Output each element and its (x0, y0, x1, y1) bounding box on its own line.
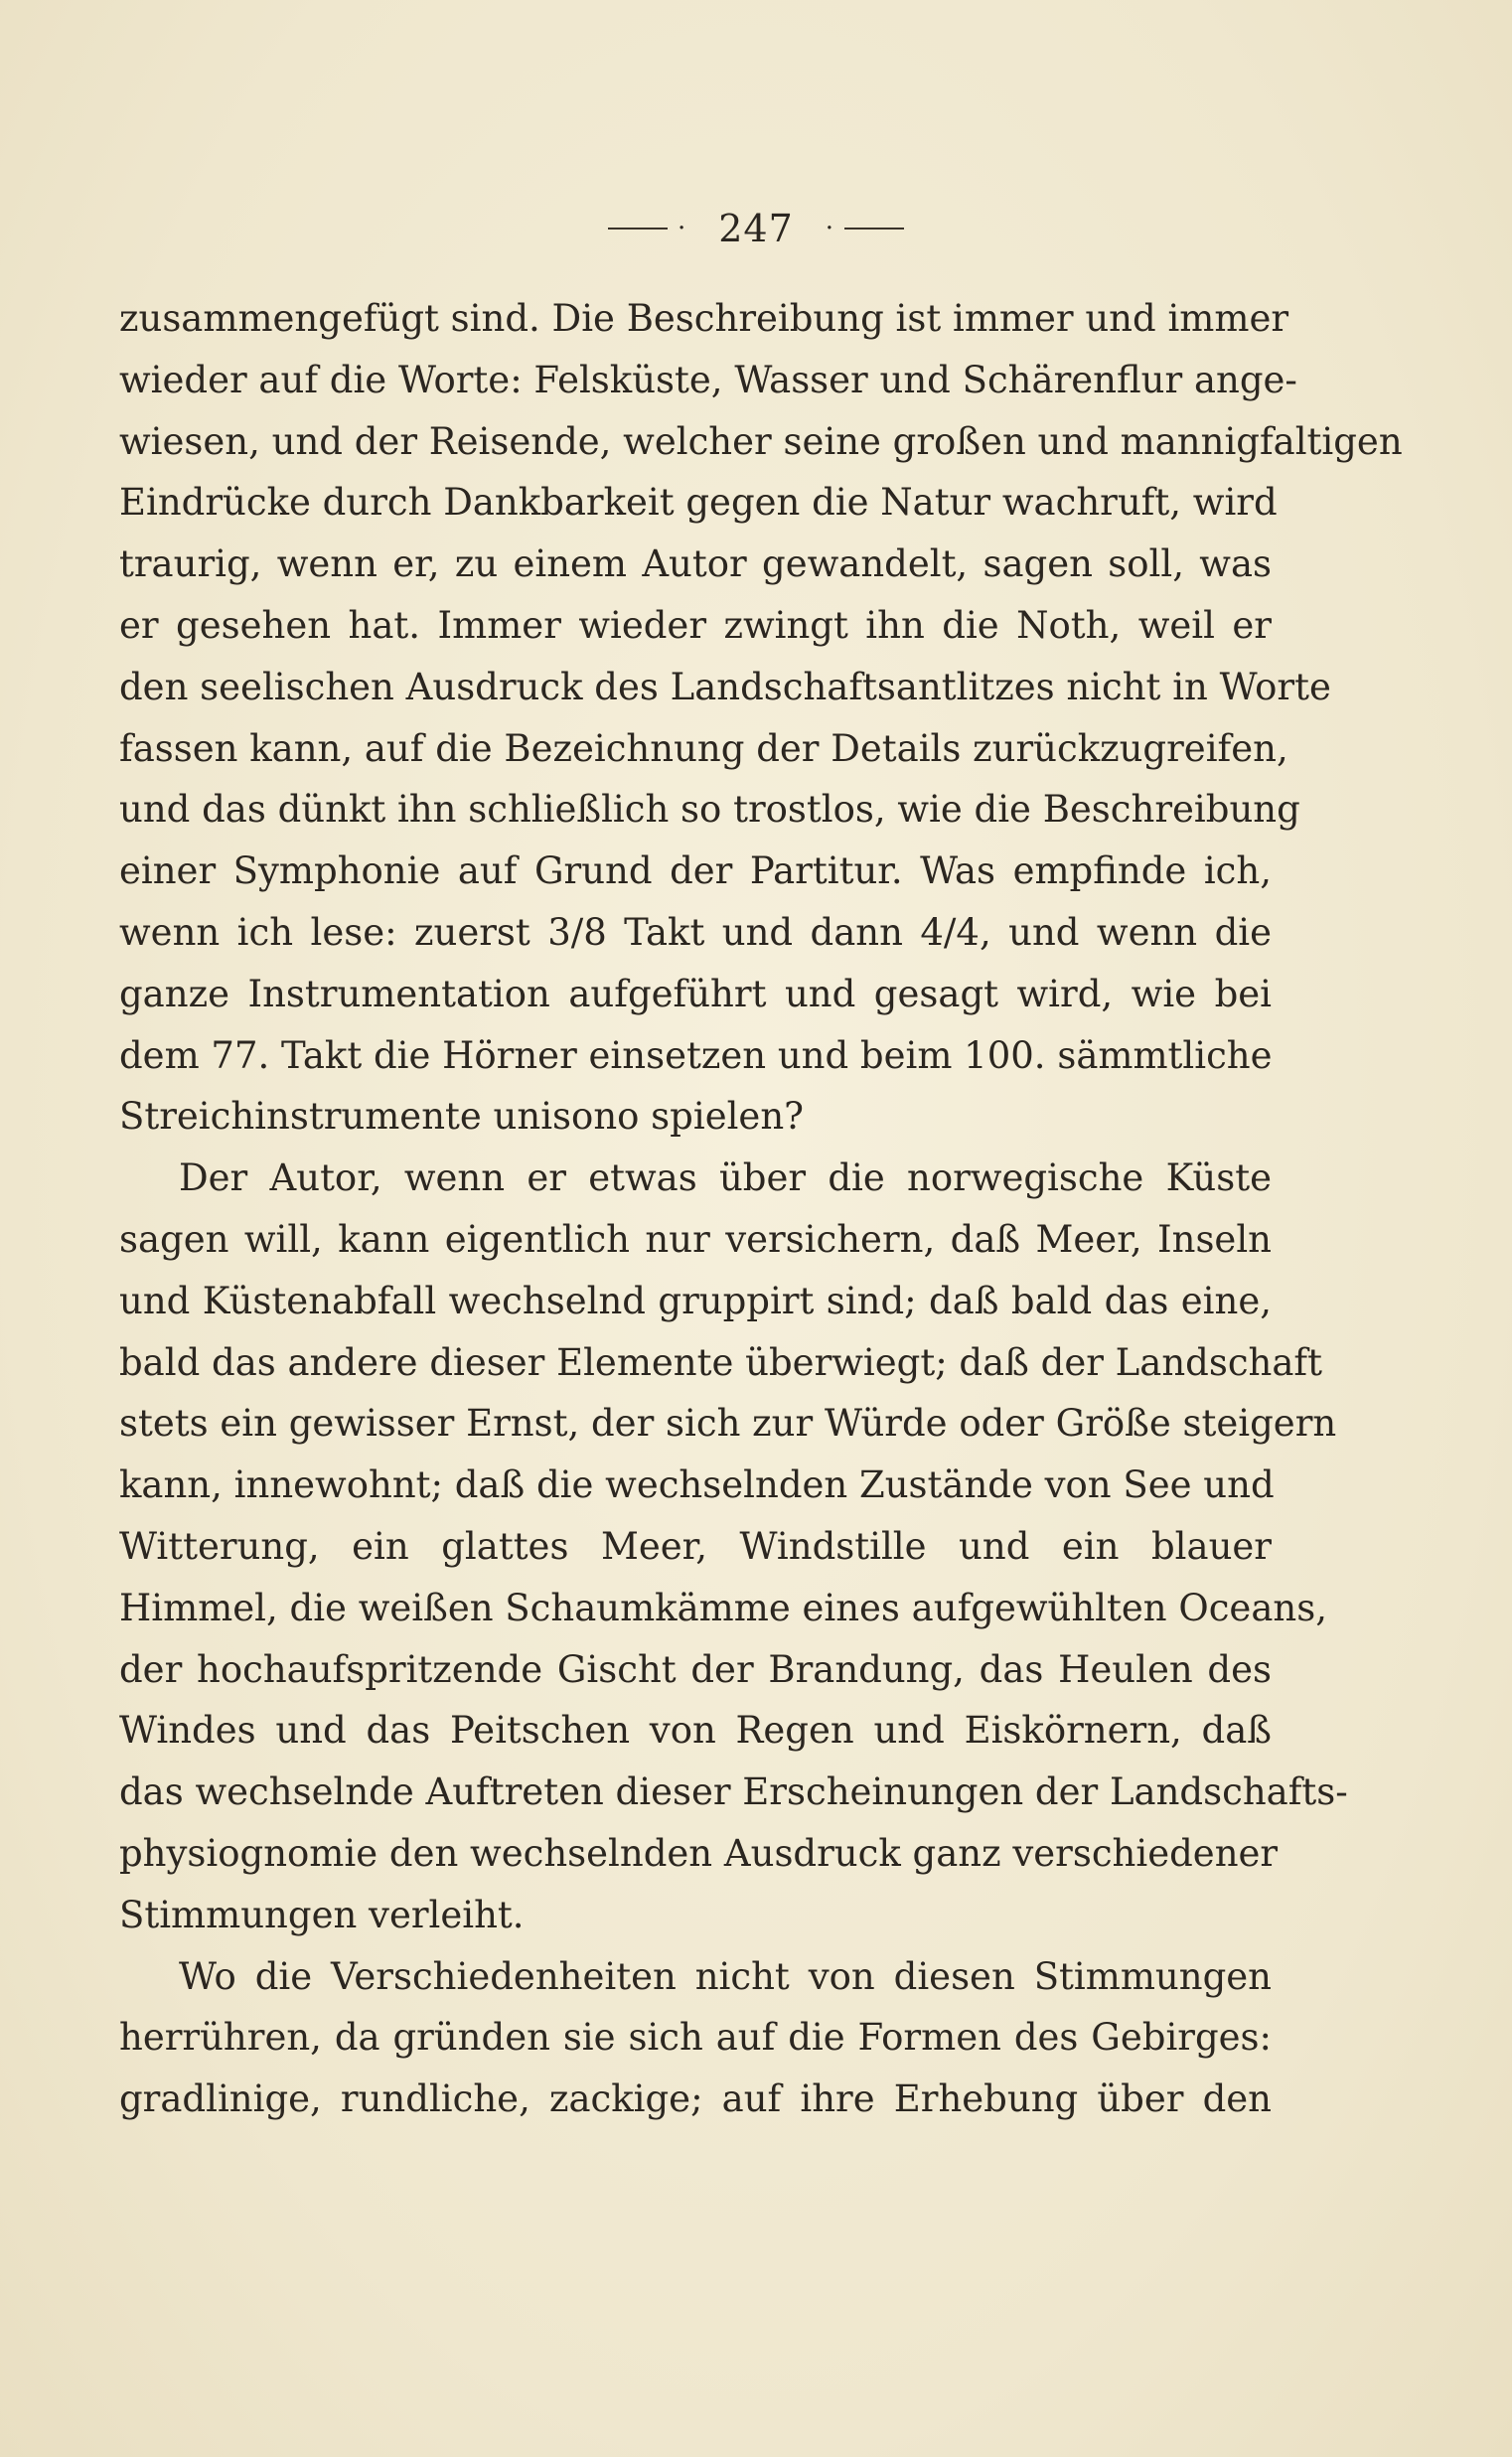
body-text (119, 288, 1403, 2130)
text-line: das wechselnde Auftreten dieser Erscheinungen der Landschafts- (119, 1770, 1348, 1814)
text-line: wenn ich lese: zuerst 3/8 Takt und dann 4/4, und wenn die (119, 910, 1272, 954)
text-line: Eindrücke durch Dankbarkeit gegen die Natur wachruft, wird (119, 481, 1278, 525)
page-number: 247 (718, 207, 794, 250)
text-line: wieder auf die Worte: Felsküste, Wasser und Schärenflur ange- (119, 358, 1297, 401)
text-line: Stimmungen verleiht. (119, 1893, 525, 1936)
text-line: kann, innewohnt; daß die wechselnden Zustände von See und (119, 1463, 1275, 1507)
text-line: traurig, wenn er, zu einem Autor gewandelt, sagen soll, was (119, 542, 1272, 586)
text-line: Streichinstrumente unisono spielen? (119, 1095, 804, 1139)
text-line: wiesen, und der Reisende, welcher seine großen und mannigfaltigen (119, 419, 1403, 463)
text-line: Himmel, die weißen Schaumkämme eines aufgewühlten Oceans, (119, 1586, 1327, 1629)
text-line: einer Symphonie auf Grund der Partitur. Was empfinde ich, (119, 849, 1272, 893)
text-line: fassen kann, auf die Bezeichnung der Details zurückzugreifen, (119, 726, 1288, 770)
text-line: den seelischen Ausdruck des Landschaftsantlitzes nicht in Worte (119, 665, 1331, 708)
text-line: zusammengefügt sind. Die Beschreibung ist immer und immer (119, 297, 1289, 340)
text-line: sagen will, kann eigentlich nur versichern, daß Meer, Inseln (119, 1217, 1272, 1261)
text-line: dem 77. Takt die Hörner einsetzen und beim 100. sämmtliche (119, 1033, 1273, 1077)
page-header (0, 207, 1512, 250)
header-rule-right (844, 228, 904, 230)
text-line: und das dünkt ihn schließlich so trostlos, wie die Beschreibung (119, 788, 1300, 832)
text-line: und Küstenabfall wechselnd gruppirt sind; daß bald das eine, (119, 1279, 1272, 1322)
paragraph-start-line: Wo die Verschiedenheiten nicht von diesen Stimmungen (179, 1954, 1272, 1998)
text-line: gradlinige, rundliche, zackige; auf ihre Erhebung über den (119, 2077, 1272, 2121)
text-line: stets ein gewisser Ernst, der sich zur Würde oder Größe steigern (119, 1402, 1337, 1446)
text-line: er gesehen hat. Immer wieder zwingt ihn die Noth, weil er (119, 603, 1272, 647)
text-line: physiognomie den wechselnden Ausdruck ganz verschiedener (119, 1831, 1279, 1875)
text-line: ganze Instrumentation aufgeführt und gesagt wird, wie bei (119, 972, 1272, 1015)
paragraph-start-line: Der Autor, wenn er etwas über die norwegische Küste (179, 1156, 1272, 1200)
ornament-right-icon: · (825, 214, 835, 243)
ornament-left-icon: · (677, 214, 687, 243)
text-line: bald das andere dieser Elemente überwiegt; daß der Landschaft (119, 1340, 1322, 1384)
text-line: der hochaufspritzende Gischt der Brandung, das Heulen des (119, 1647, 1272, 1691)
text-line: herrühren, da gründen sie sich auf die Formen des Gebirges: (119, 2016, 1272, 2060)
text-line: Windes und das Peitschen von Regen und Eiskörnern, daß (119, 1709, 1272, 1753)
header-rule-left (608, 228, 668, 230)
text-line: Witterung, ein glattes Meer, Windstille und ein blauer (119, 1524, 1272, 1568)
